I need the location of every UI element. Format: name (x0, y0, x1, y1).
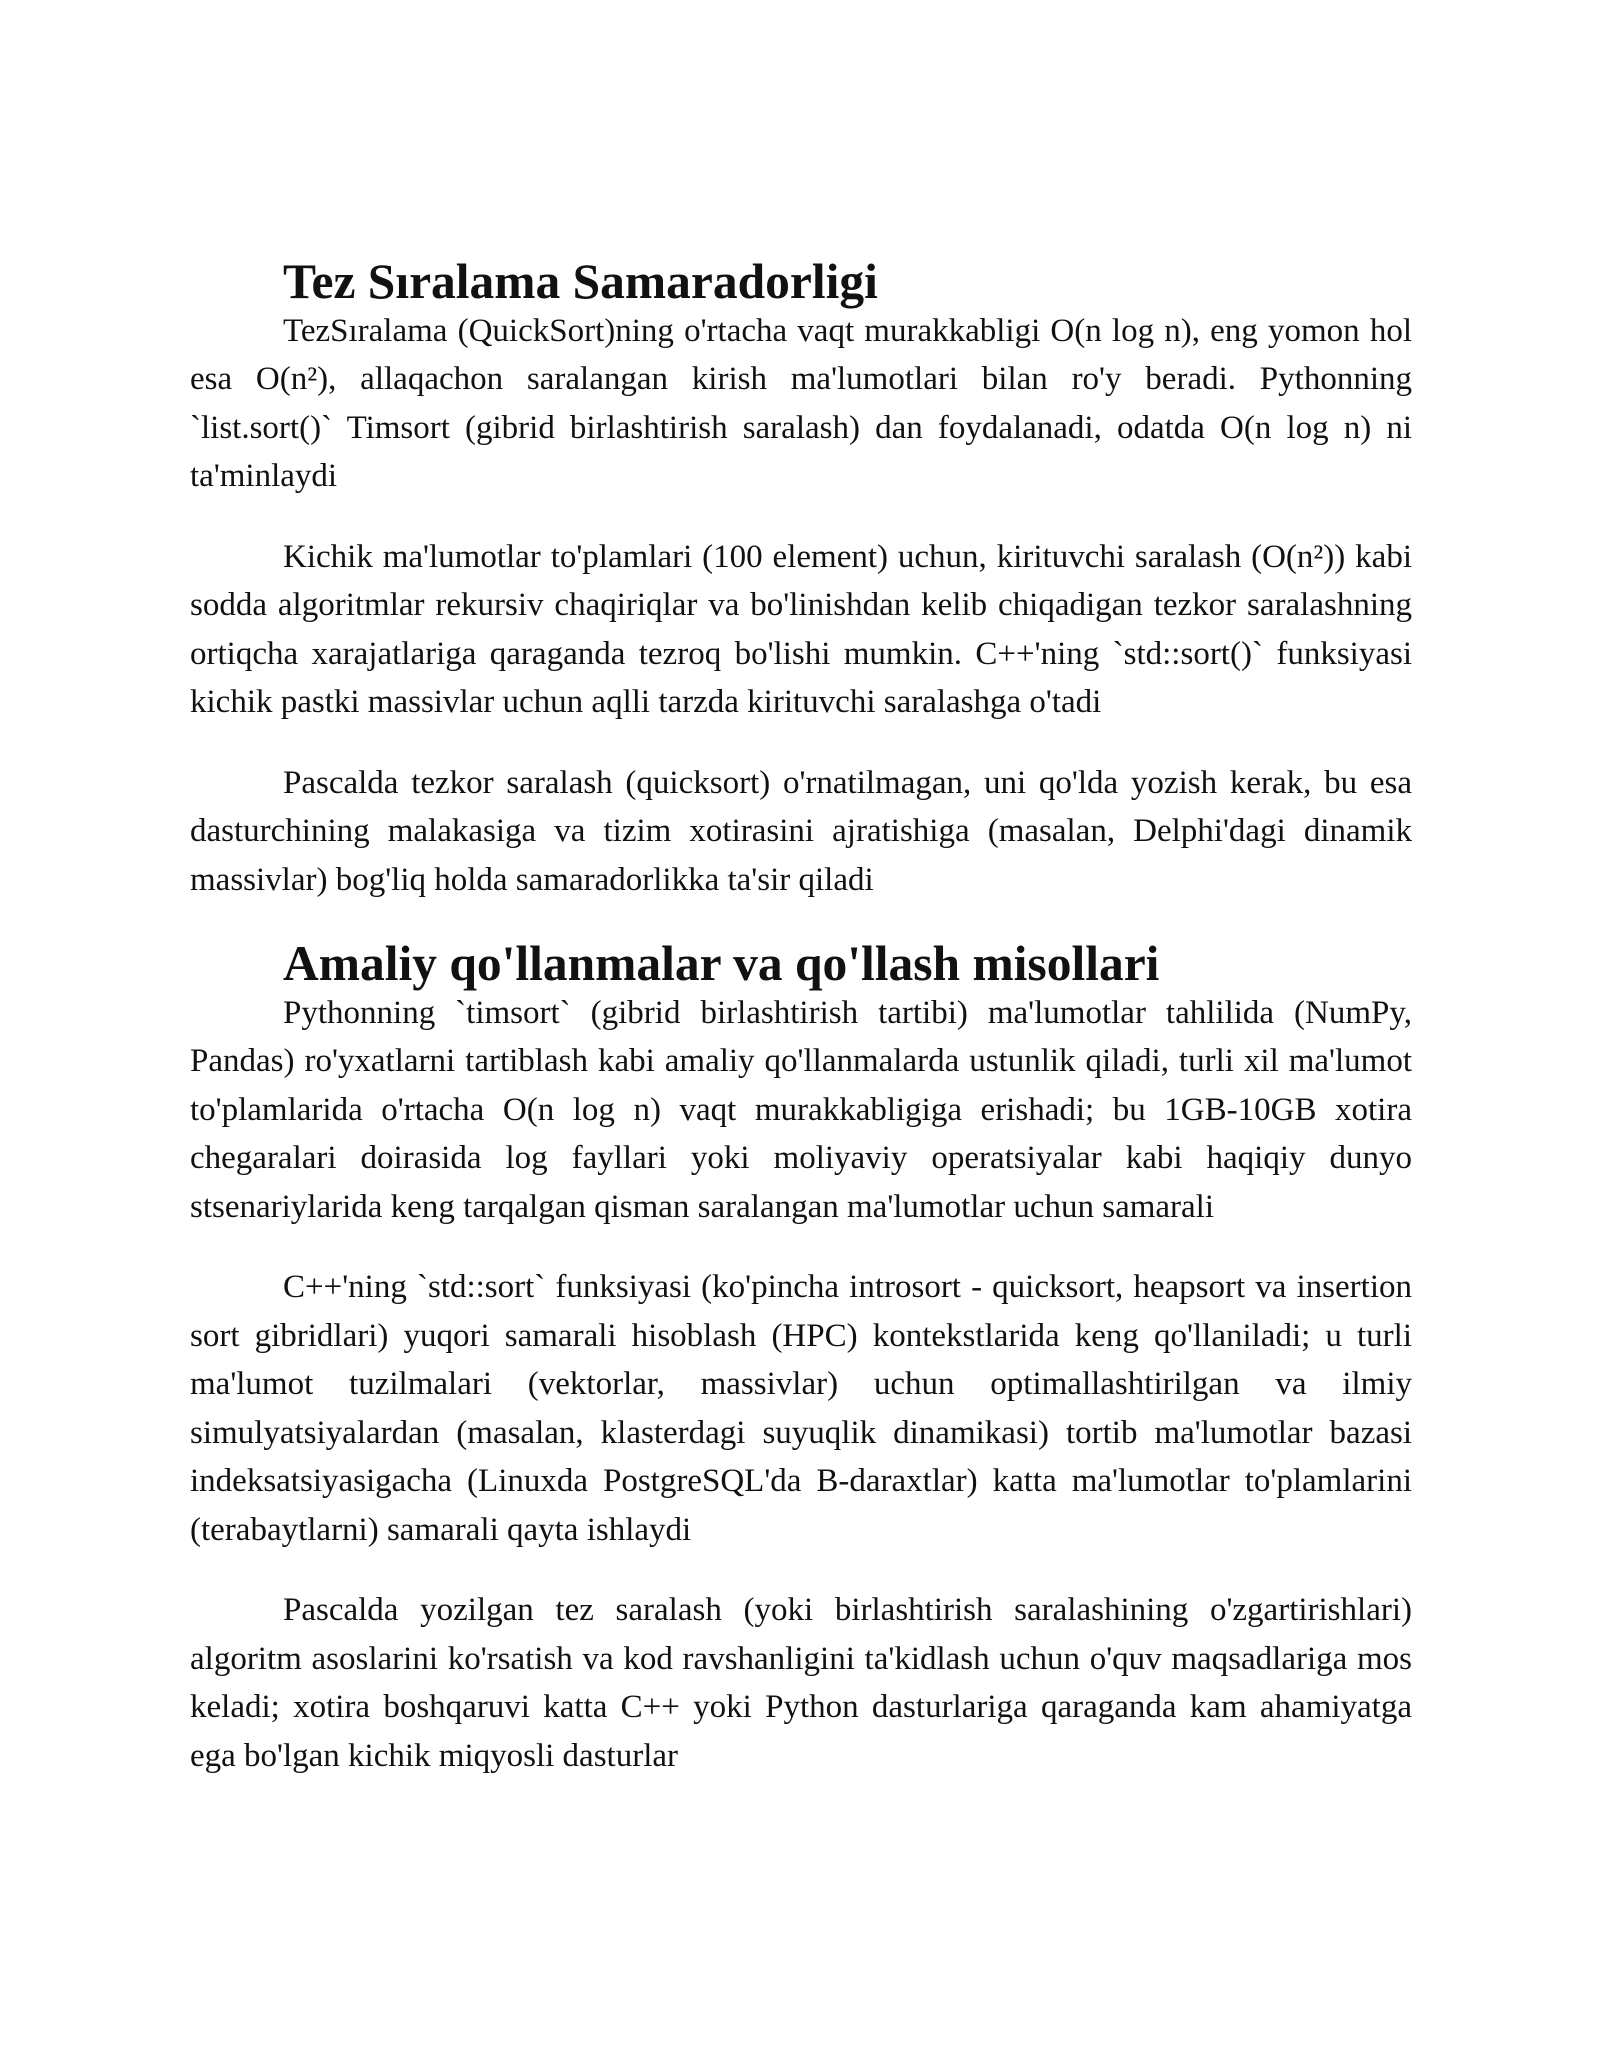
paragraph-1-2: Kichik ma'lumotlar to'plamlari (100 element) uchun, kirituvchi saralash (O(n²)) kabi sodda algoritmlar rekursiv chaqiriqlar va bo'linishdan kelib chiqadigan tezkor saralashning ortiqcha xarajatlariga qaraganda tezroq bo'lishi mumkin. C++'ning `std::sort()` funksiyasi kichik pastki massivlar uchun aqlli tarzda kirituvchi saralashga o'tadi (190, 538, 1412, 720)
paragraph-1-1: TezSıralama (QuickSort)ning o'rtacha vaqt murakkabligi O(n log n), eng yomon hol esa O(n²), allaqachon saralangan kirish ma'lumotlari bilan ro'y beradi. Pythonning `list.sort()` Timsort (gibrid birlashtirish saralash) dan foydalanadi, odatda O(n log n) ni ta'minlaydi (190, 312, 1412, 494)
document-page (190, 254, 1412, 1780)
paragraph-2-2: C++'ning `std::sort` funksiyasi (ko'pincha introsort - quicksort, heapsort va insertion sort gibridlari) yuqori samarali hisoblash (HPC) kontekstlarida keng qo'llaniladi; u turli ma'lumot tuzilmalari (vektorlar, massivlar) uchun optimallashtirilgan va ilmiy simulyatsiyalardan (masalan, klasterdagi suyuqlik dinamikasi) tortib ma'lumotlar bazasi indeksatsiyasigacha (Linuxda PostgreSQL'da B-daraxtlar) katta ma'lumotlar to'plamlarini (terabaytlarni) samarali qayta ishlaydi (190, 1269, 1412, 1548)
section-heading-1: Tez Sıralama Samaradorligi (283, 254, 878, 309)
section-heading-2: Amaliy qo'llanmalar va qo'llash misollari (283, 936, 1160, 991)
paragraph-1-3: Pascalda tezkor saralash (quicksort) o'rnatilmagan, uni qo'lda yozish kerak, bu esa dasturchining malakasiga va tizim xotirasini ajratishiga (masalan, Delphi'dagi dinamik massivlar) bog'liq holda samaradorlikka ta'sir qiladi (190, 764, 1412, 898)
paragraph-2-3: Pascalda yozilgan tez saralash (yoki birlashtirish saralashining o'zgartirishlari) algoritm asoslarini ko'rsatish va kod ravshanligini ta'kidlash uchun o'quv maqsadlariga mos keladi; xotira boshqaruvi katta C++ yoki Python dasturlariga qaraganda kam ahamiyatga ega bo'lgan kichik miqyosli dasturlar (190, 1592, 1412, 1774)
paragraph-2-1: Pythonning `timsort` (gibrid birlashtirish tartibi) ma'lumotlar tahlilida (NumPy, Pandas) ro'yxatlarni tartiblash kabi amaliy qo'llanmalarda ustunlik qiladi, turli xil ma'lumot to'plamlarida o'rtacha O(n log n) vaqt murakkabligiga erishadi; bu 1GB-10GB xotira chegaralari doirasida log fayllari yoki moliyaviy operatsiyalar kabi haqiqiy dunyo stsenariylarida keng tarqalgan qisman saralangan ma'lumotlar uchun samarali (190, 994, 1412, 1225)
